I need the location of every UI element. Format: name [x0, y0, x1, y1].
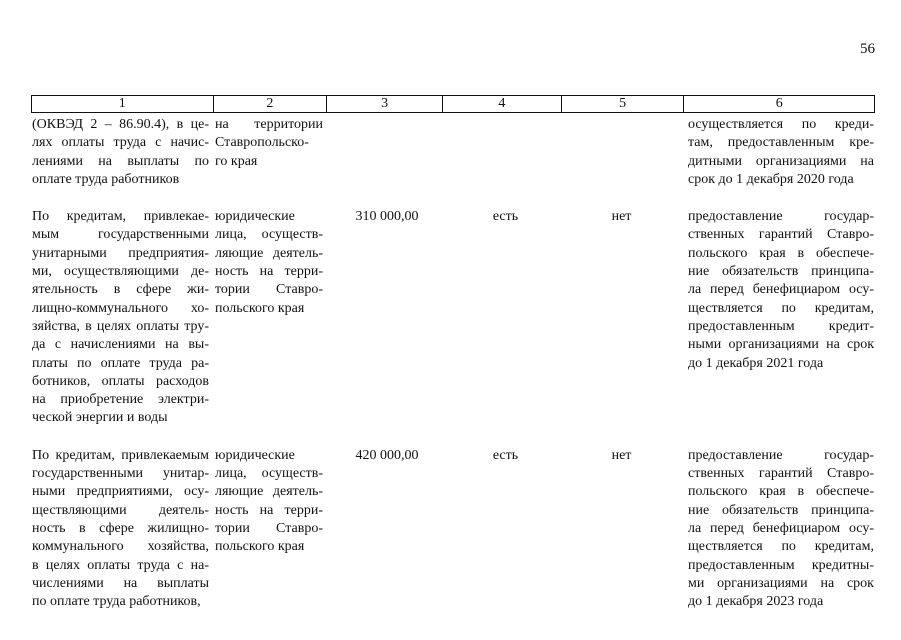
cell-text-line: ными предприятиями, осу- — [32, 484, 209, 500]
header-col-4: 4 — [443, 96, 562, 112]
cell-principals — [213, 447, 327, 612]
cell-text-line: ние обязательств принципа- — [688, 502, 874, 518]
page-number: 56 — [860, 41, 875, 57]
cell-text-line: ятельность в сфере жи- — [32, 282, 209, 298]
cell-text-line: Ставропольско- — [215, 135, 309, 151]
cell-text-line: государственными унитар- — [32, 466, 209, 482]
cell-text-line: ственных гарантий Ставро- — [688, 466, 874, 482]
cell-text-line: дитными организациями на — [688, 153, 874, 169]
cell-text-line: тории Ставро- — [215, 520, 323, 536]
cell-purpose — [31, 116, 213, 189]
cell-text-line: ными организациями на срок — [688, 337, 874, 353]
header-col-2: 2 — [214, 96, 328, 112]
cell-text-line: там, предоставленным кре- — [688, 135, 874, 151]
cell-text-line: на территории — [215, 117, 323, 132]
cell-text-line: польского края — [215, 300, 305, 316]
cell-text-line: лях оплаты труда с начис- — [32, 135, 209, 151]
cell-text-line: ние обязательств принципа- — [688, 264, 874, 280]
cell-text-line: ность на терри- — [215, 502, 323, 518]
cell-check: нет — [611, 209, 632, 225]
cell-text-line: ществляется по кредитам, — [688, 300, 874, 316]
cell-text-line: го края — [215, 153, 258, 169]
cell-check — [562, 116, 685, 189]
cell-recourse — [443, 116, 562, 189]
cell-text-line: ственных гарантий Ставро- — [688, 227, 874, 243]
cell-text-line: лищно-коммунального хо- — [32, 300, 209, 316]
cell-text-line: юридические — [215, 447, 295, 463]
cell-amount — [327, 116, 443, 189]
header-col-1: 1 — [32, 96, 214, 112]
cell-text-line: ность на терри- — [215, 264, 323, 280]
table-row — [31, 116, 875, 189]
cell-text-line: в целях оплаты труда с на- — [32, 557, 209, 573]
cell-text-line: польского края в обеспече- — [688, 484, 874, 500]
cell-text-line: зяйства, в целях оплаты тру- — [32, 318, 209, 334]
guarantees-table — [31, 95, 875, 611]
cell-text-line: ществляющими деятель- — [32, 502, 209, 518]
cell-text-line: числениями на выплаты — [32, 575, 209, 591]
cell-conditions — [685, 447, 875, 612]
cell-conditions — [685, 208, 875, 428]
cell-text-line: По кредитам, привлекаемым — [32, 447, 209, 463]
cell-text-line: ляющие деятель- — [215, 245, 323, 261]
header-col-5: 5 — [562, 96, 685, 112]
cell-text-line: предоставленным кредит- — [688, 318, 874, 334]
cell-text-line: лица, осуществ- — [215, 227, 323, 243]
cell-text-line: срок до 1 декабря 2020 года — [688, 171, 854, 187]
cell-text-line: ла перед бенефициаром осу- — [688, 520, 874, 536]
cell-check: нет — [611, 447, 632, 463]
cell-principals — [213, 208, 327, 428]
cell-text-line: ботников, оплаты расходов — [32, 373, 209, 389]
cell-text-line: коммунального хозяйства, — [32, 539, 209, 555]
cell-text-line: предоставление государ- — [688, 209, 874, 225]
cell-text-line: юридические — [215, 209, 295, 225]
cell-conditions — [685, 116, 875, 189]
cell-text-line: до 1 декабря 2021 года — [688, 355, 824, 371]
cell-text-line: предоставленным кредитны- — [688, 557, 874, 573]
cell-text-line: тории Ставро- — [215, 282, 323, 298]
cell-text-line: на приобретение электри- — [32, 392, 209, 408]
cell-text-line: По кредитам, привлекае- — [32, 209, 209, 225]
header-col-6: 6 — [775, 96, 783, 111]
cell-principals — [213, 116, 327, 189]
cell-text-line: предоставление государ- — [688, 447, 874, 463]
cell-purpose — [31, 447, 213, 612]
cell-text-line: ми, осуществляющими де- — [32, 264, 209, 280]
cell-text-line: ми организациями на срок — [688, 575, 874, 591]
cell-text-line: польского края — [215, 539, 305, 555]
cell-text-line: ляющие деятель- — [215, 484, 323, 500]
cell-recourse: есть — [492, 209, 519, 225]
cell-text-line: лица, осуществ- — [215, 466, 323, 482]
cell-text-line: (ОКВЭД 2 – 86.90.4), в це- — [32, 117, 209, 132]
cell-text-line: осуществляется по креди- — [688, 117, 874, 132]
cell-recourse: есть — [492, 447, 519, 463]
table-header-row — [31, 95, 875, 113]
table-row — [31, 447, 875, 612]
cell-text-line: по оплате труда работников, — [32, 594, 201, 610]
cell-amount: 310 000,00 — [355, 209, 419, 225]
cell-text-line: унитарными предприятия- — [32, 245, 209, 261]
cell-text-line: платы по оплате труда ра- — [32, 355, 209, 371]
cell-text-line: ществляется по кредитам, — [688, 539, 874, 555]
cell-text-line: оплате труда работников — [32, 171, 180, 187]
cell-text-line: лениями на выплаты по — [32, 153, 209, 169]
cell-text-line: ла перед бенефициаром осу- — [688, 282, 874, 298]
header-col-3: 3 — [327, 96, 443, 112]
cell-amount: 420 000,00 — [355, 447, 419, 463]
cell-text-line: мым государственными — [32, 227, 209, 243]
cell-text-line: польского края в обеспече- — [688, 245, 874, 261]
cell-text-line: до 1 декабря 2023 года — [688, 594, 824, 610]
cell-text-line: ность в сфере жилищно- — [32, 520, 209, 536]
cell-purpose — [31, 208, 213, 428]
cell-text-line: ческой энергии и воды — [32, 410, 168, 426]
table-row — [31, 208, 875, 428]
cell-text-line: да с начислениями на вы- — [32, 337, 209, 353]
